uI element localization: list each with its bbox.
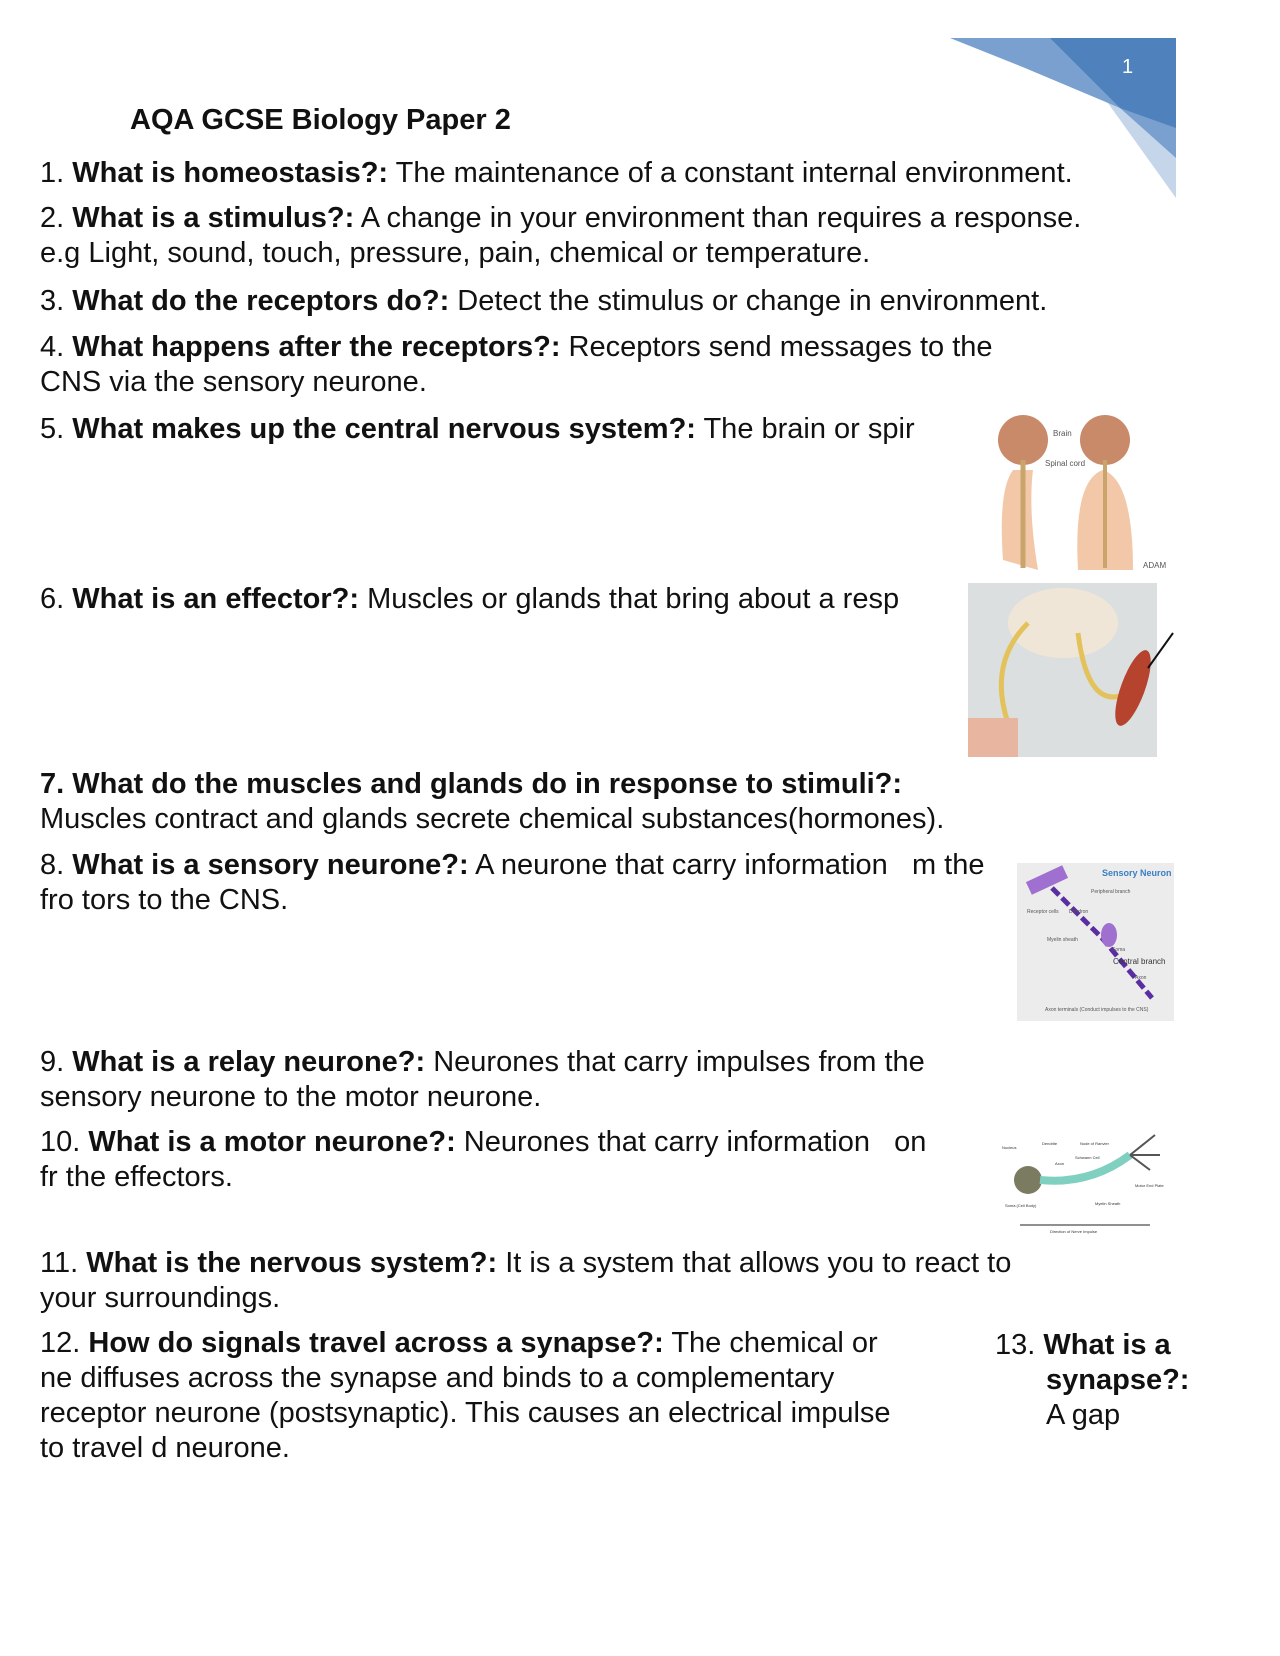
motor-neuron-figure: [1000, 1125, 1165, 1237]
item-13: 13. What is a synapse?: A gap: [995, 1329, 1190, 1431]
spinal-cord-label: Spinal cord: [1045, 459, 1086, 468]
item-4: 4. What happens after the receptors?: Receptors send messages to the CNS via the sensory neurone.: [40, 331, 993, 398]
item-3: 3. What do the receptors do?: Detect the stimulus or change in environment.: [40, 285, 1048, 317]
label-soma: Soma: [1112, 947, 1126, 953]
label-peripheral-branch: Peripheral branch: [1091, 889, 1131, 895]
sensory-neuron-title: Sensory Neuron: [1102, 868, 1172, 878]
label-axon: Axon: [1135, 975, 1147, 981]
item-5: 5. What makes up the central nervous system?: The brain or spir: [40, 413, 915, 445]
label-myelin-sheath: Myelin Sheath: [1095, 1201, 1121, 1206]
label-axon-terminals: Axon terminals (Conduct impulses to the CNS): [1045, 1007, 1149, 1013]
label-myelin-sheath: Myelin sheath: [1047, 937, 1078, 943]
item-1: 1. What is homeostasis?: The maintenance of a constant internal environment.: [40, 157, 1073, 189]
item-12: 12. How do signals travel across a synapse?: The chemical or ne diffuses across the synapse and binds to a complementary receptor neurone (postsynaptic). This causes an electrical impulse to travel d neurone.: [40, 1327, 891, 1464]
reflex-arc-figure: [968, 583, 1178, 758]
label-central-branch: Central branch: [1113, 957, 1166, 966]
label-node-of-ranvier: Node of Ranvier: [1080, 1141, 1109, 1146]
item-9: 9. What is a relay neurone?: Neurones that carry impulses from the sensory neurone to the motor neurone.: [40, 1046, 925, 1113]
label-dendron: Dendron: [1069, 909, 1089, 915]
label-motor-end-plate: Motor End Plate: [1135, 1183, 1164, 1188]
label-schwann-cell: Schwann Cell: [1075, 1155, 1100, 1160]
item-10: 10. What is a motor neurone?: Neurones that carry information on fr the effectors.: [40, 1126, 927, 1193]
item-7: 7. What do the muscles and glands do in response to stimuli?: Muscles contract and glands secrete chemical substances(hormones).: [40, 768, 945, 835]
page-title: AQA GCSE Biology Paper 2: [130, 104, 511, 136]
label-direction: Direction of Nerve Impulse: [1050, 1229, 1098, 1234]
label-nucleus: Nucleus: [1002, 1145, 1017, 1150]
label-dendrite: Dendrite: [1042, 1141, 1058, 1146]
label-axon: Axon: [1055, 1161, 1065, 1166]
cns-figure: [993, 410, 1175, 570]
label-receptor-cells: Receptor cells: [1027, 909, 1059, 915]
sensory-neuron-figure: [1017, 863, 1174, 1021]
label-soma: Soma (Cell Body): [1005, 1203, 1037, 1208]
item-8: 8. What is a sensory neurone?: A neurone that carry information m the fro tors to the CNS.: [40, 849, 985, 916]
figure-credit: ADAM: [1143, 561, 1167, 570]
item-6: 6. What is an effector?: Muscles or glands that bring about a resp: [40, 583, 900, 615]
item-11: 11. What is the nervous system?: It is a system that allows you to react to your surroundings.: [40, 1247, 1012, 1314]
brain-label: Brain: [1053, 429, 1072, 438]
item-2: 2. What is a stimulus?: A change in your environment than requires a response. e.g Light, sound, touch, pressure, pain, chemical or temperature.: [40, 202, 1082, 269]
page-number: 1: [1122, 56, 1134, 78]
